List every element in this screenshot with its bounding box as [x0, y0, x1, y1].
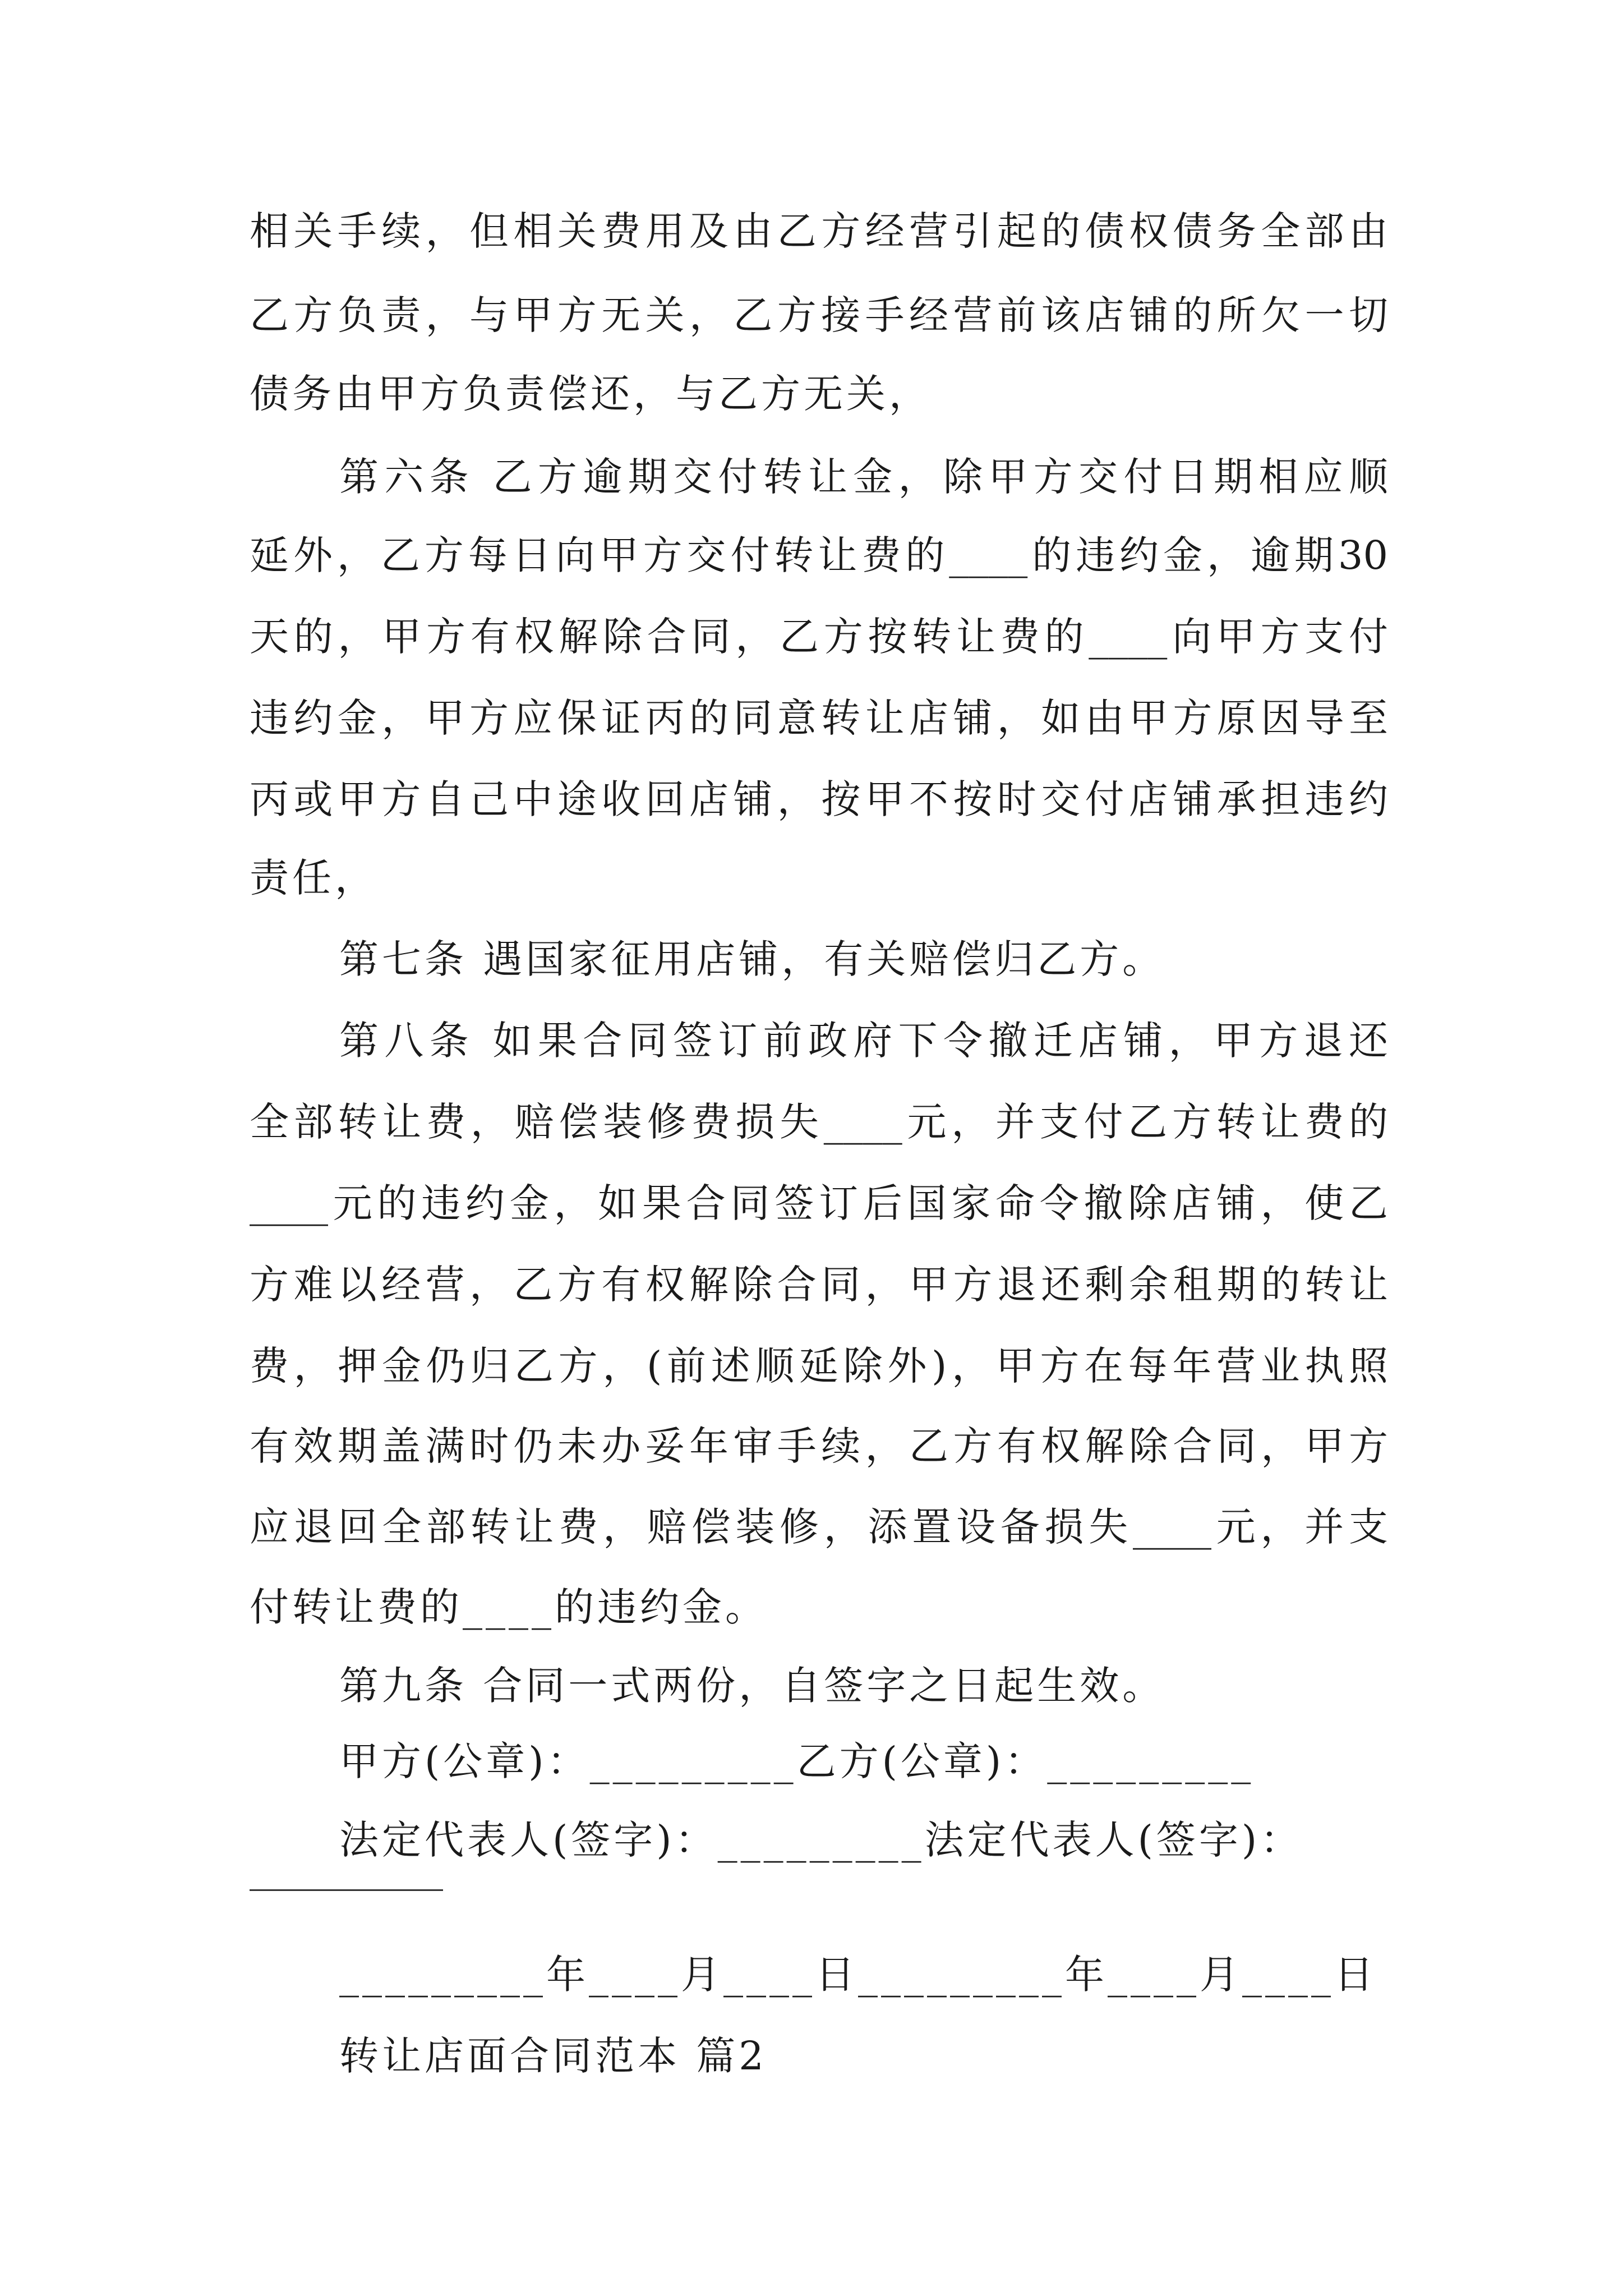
text-line-16: 有效期盖满时仍未办妥年审手续，乙方有权解除合同，甲方 [250, 1423, 1388, 1469]
party-seal-line: 甲方(公章)：_________乙方(公章)：_________ [339, 1738, 1255, 1784]
text-line-1: 相关手续，但相关费用及由乙方经营引起的债权债务全部由 [250, 208, 1388, 254]
text-line-12: 全部转让费，赔偿装修费损失____元，并支付乙方转让费的 [250, 1099, 1388, 1145]
text-line-9: 责任， [250, 855, 377, 901]
text-line-3: 债务由甲方负责偿还，与乙方无关， [250, 371, 932, 417]
clause-8-heading-line: 第八条 如果合同签订前政府下令撤迁店铺，甲方退还 [339, 1018, 1388, 1064]
date-line: _________年____月____日_________年____月____日 [339, 1952, 1377, 1998]
text-line-5: 延外，乙方每日向甲方交付转让费的____的违约金，逾期30 [250, 532, 1388, 578]
clause-9-line: 第九条 合同一式两份，自签字之日起生效。 [339, 1663, 1165, 1709]
text-line-8: 丙或甲方自己中途收回店铺，按甲不按时交付店铺承担违约 [250, 776, 1388, 822]
text-line-2: 乙方负责，与甲方无关，乙方接手经营前该店铺的所欠一切 [250, 292, 1388, 338]
clause-6-heading-line: 第六条 乙方逾期交付转让金，除甲方交付日期相应顺 [339, 454, 1388, 500]
text-line-14: 方难以经营，乙方有权解除合同，甲方退还剩余租期的转让 [250, 1262, 1388, 1308]
signature-blank-rule [250, 1889, 443, 1891]
clause-7-line: 第七条 遇国家征用店铺，有关赔偿归乙方。 [339, 936, 1165, 982]
text-line-15: 费，押金仍归乙方，(前述顺延除外)，甲方在每年营业执照 [250, 1343, 1388, 1389]
text-line-17: 应退回全部转让费，赔偿装修，添置设备损失____元，并支 [250, 1504, 1388, 1550]
section-title: 转让店面合同范本 篇2 [339, 2033, 767, 2079]
text-line-13: ____元的违约金，如果合同签订后国家命令撤除店铺，使乙 [250, 1180, 1388, 1226]
text-line-7: 违约金，甲方应保证丙的同意转让店铺，如由甲方原因导至 [250, 695, 1388, 741]
text-line-6: 天的，甲方有权解除合同，乙方按转让费的____向甲方支付 [250, 614, 1388, 660]
text-line-18: 付转让费的____的违约金。 [250, 1584, 768, 1630]
representative-signature-line: 法定代表人(签字)：_________法定代表人(签字)： [339, 1817, 1303, 1863]
